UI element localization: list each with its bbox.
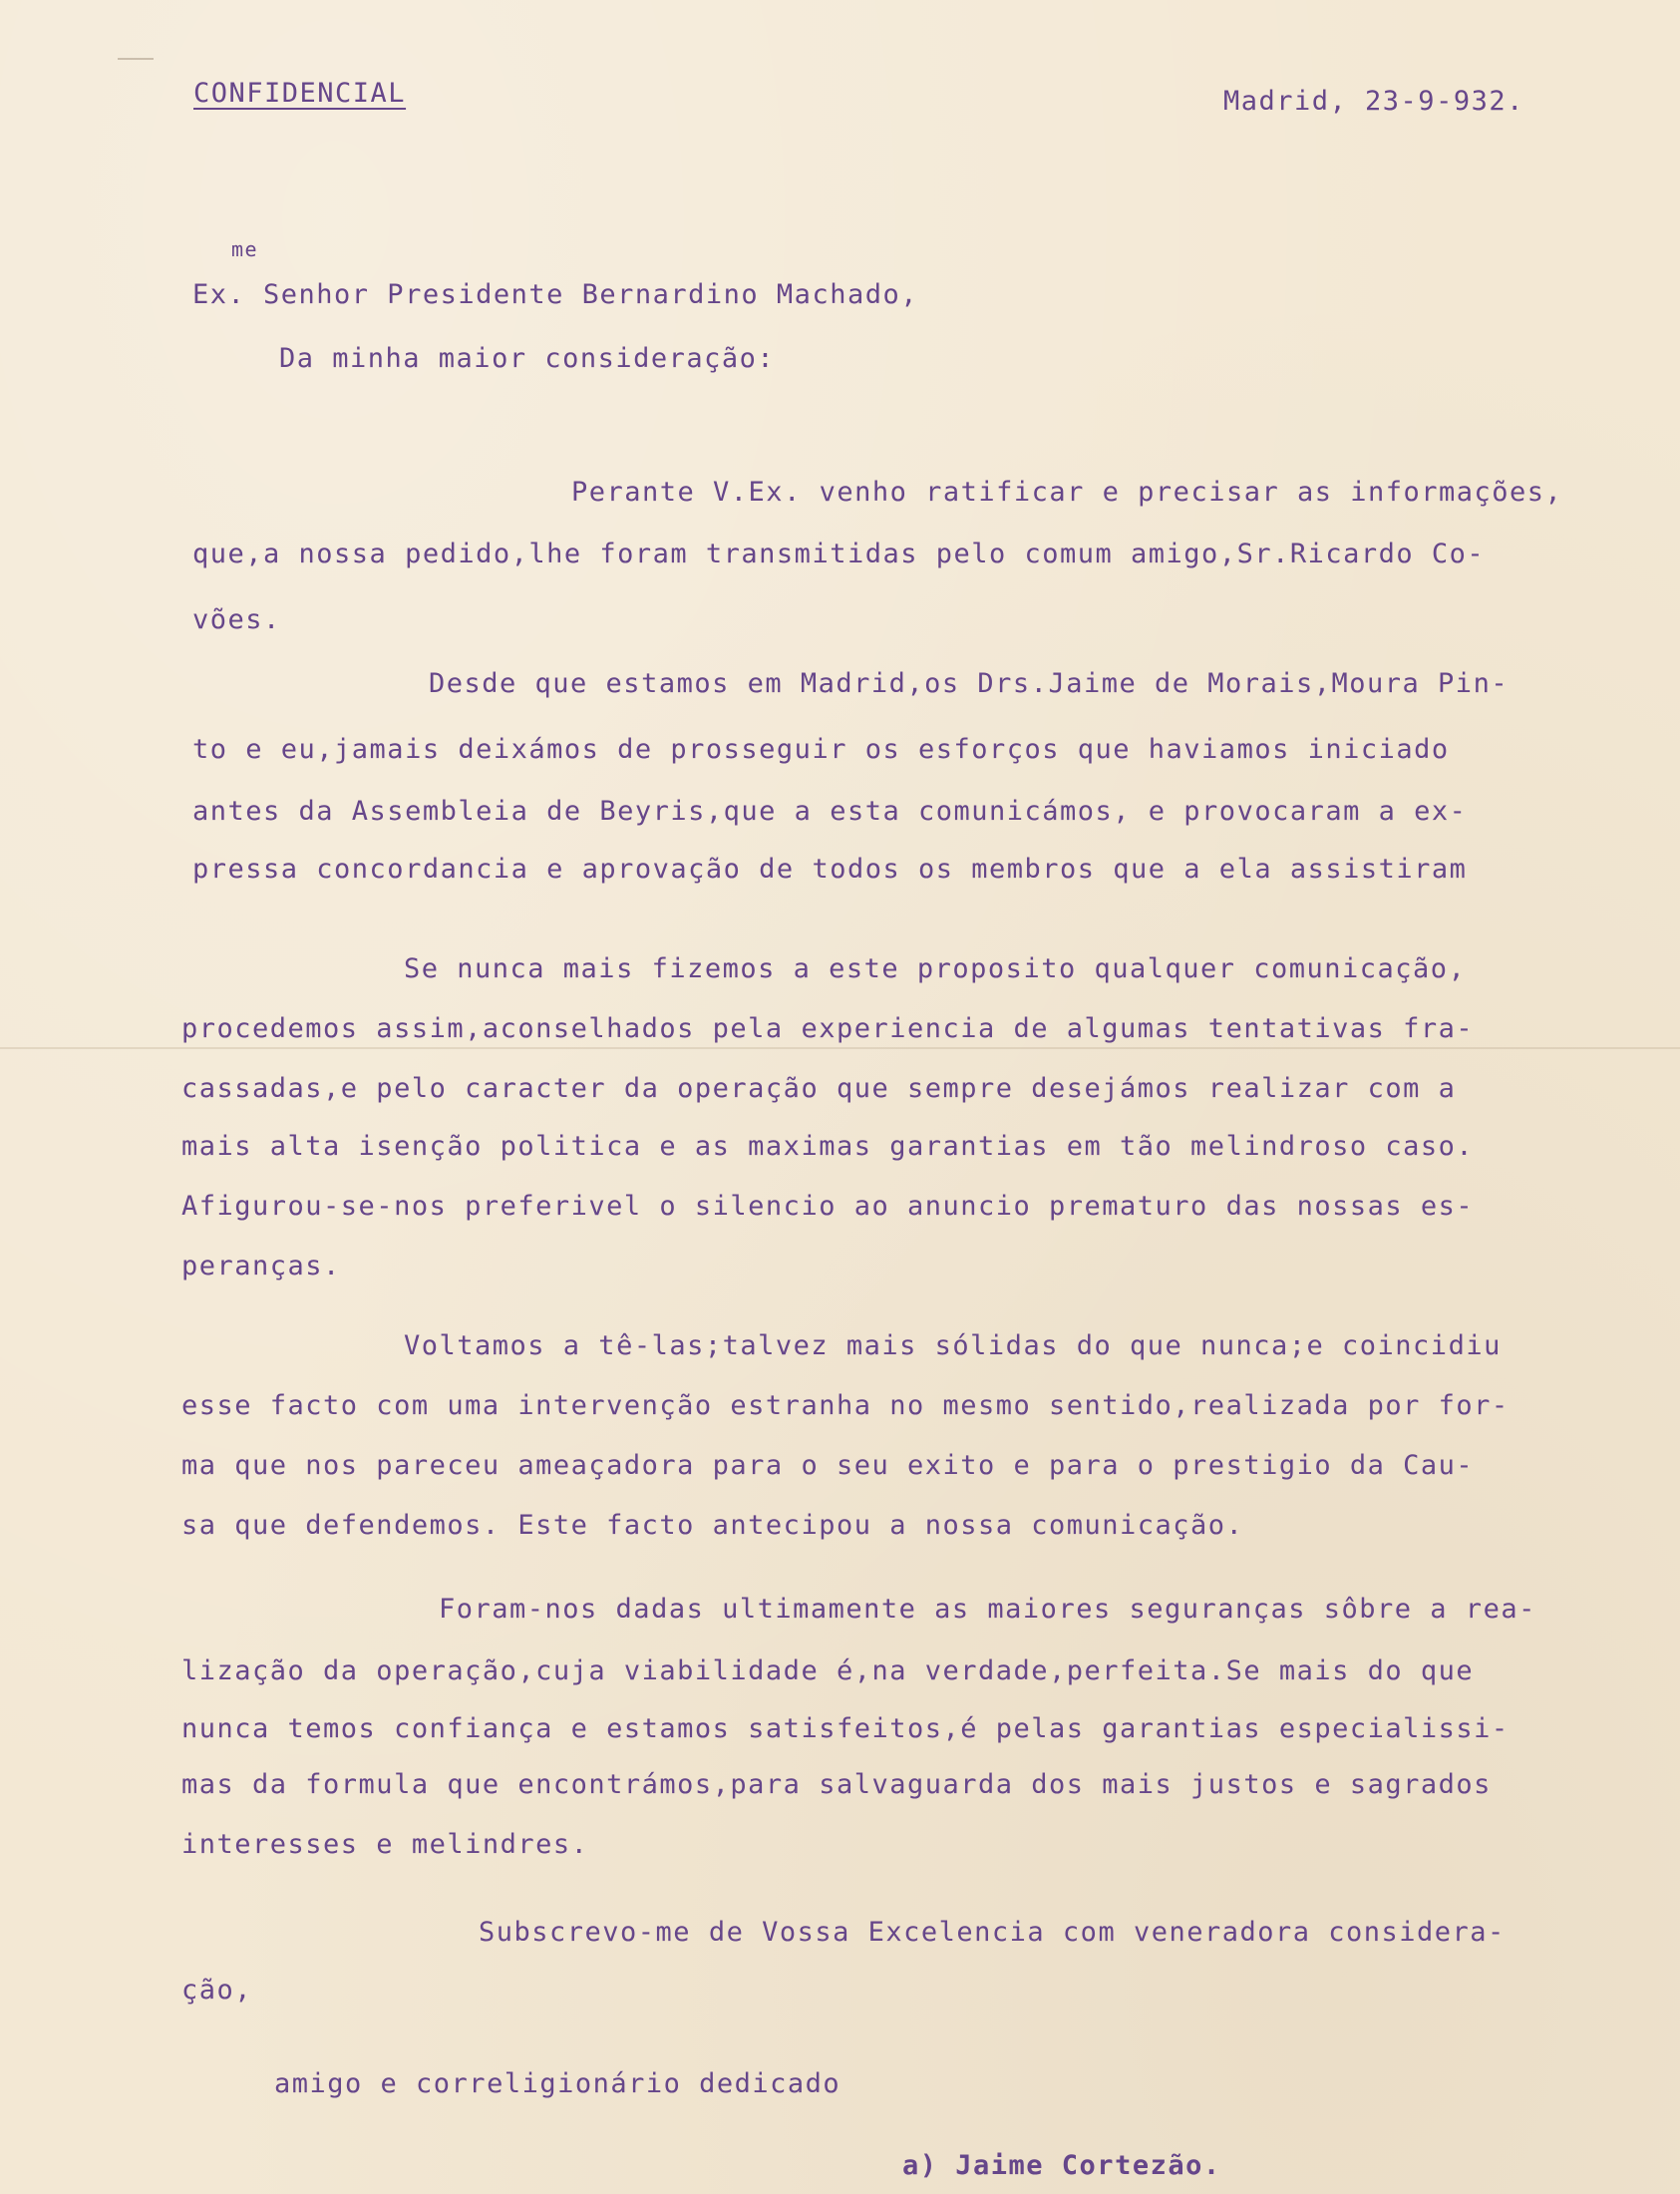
- paragraph-3-line-6: peranças.: [181, 1251, 341, 1281]
- signoff: amigo e correligionário dedicado: [274, 2068, 841, 2099]
- salutation-superscript: me: [231, 237, 259, 261]
- place-date: Madrid, 23-9-932.: [1223, 86, 1524, 117]
- paragraph-2-line-4: pressa concordancia e aprovação de todos os membros que a ela assistiram: [192, 854, 1468, 885]
- paragraph-5-line-2: lização da operação,cuja viabilidade é,na verdade,perfeita.Se mais do que: [181, 1655, 1475, 1686]
- paragraph-3-line-4: mais alta isenção politica e as maximas garantias em tão melindroso caso.: [181, 1131, 1475, 1162]
- paragraph-4-line-2: esse facto com uma intervenção estranha no mesmo sentido,realizada por for-: [181, 1390, 1510, 1421]
- paragraph-1-line-1: Perante V.Ex. venho ratificar e precisar as informações,: [571, 477, 1563, 508]
- paragraph-1-line-2: que,a nossa pedido,lhe foram transmitidas pelo comum amigo,Sr.Ricardo Co-: [192, 539, 1486, 569]
- paragraph-3-line-1: Se nunca mais fizemos a este proposito qualquer comunicação,: [404, 953, 1467, 984]
- paragraph-5-line-4: mas da formula que encontrámos,para salvaguarda dos mais justos e sagrados: [181, 1769, 1492, 1800]
- paragraph-2-line-2: to e eu,jamais deixámos de prosseguir os esforços que haviamos iniciado: [192, 734, 1450, 765]
- paragraph-1-line-3: vões.: [192, 604, 281, 635]
- greeting: Da minha maior consideração:: [279, 343, 776, 374]
- paragraph-5-line-3: nunca temos confiança e estamos satisfeitos,é pelas garantias especialissi-: [181, 1713, 1510, 1744]
- paragraph-5-line-5: interesses e melindres.: [181, 1829, 589, 1860]
- paper-fold-line: [0, 1047, 1680, 1049]
- paragraph-4-line-4: sa que defendemos. Este facto antecipou a nossa comunicação.: [181, 1510, 1244, 1541]
- paragraph-5-line-1: Foram-nos dadas ultimamente as maiores seguranças sôbre a rea-: [439, 1594, 1536, 1625]
- confidential-heading: CONFIDENCIAL: [193, 78, 407, 109]
- paragraph-4-line-3: ma que nos pareceu ameaçadora para o seu exito e para o prestigio da Cau-: [181, 1450, 1475, 1481]
- salutation: Ex. Senhor Presidente Bernardino Machado,: [192, 279, 918, 310]
- closing-line-2: ção,: [181, 1975, 253, 2006]
- paragraph-3-line-5: Afigurou-se-nos preferivel o silencio ao anuncio prematuro das nossas es-: [181, 1191, 1475, 1222]
- paragraph-4-line-1: Voltamos a tê-las;talvez mais sólidas do que nunca;e coincidiu: [404, 1330, 1502, 1361]
- paragraph-3-line-3: cassadas,e pelo caracter da operação que sempre desejámos realizar com a: [181, 1073, 1457, 1104]
- signature: a) Jaime Cortezão.: [902, 2150, 1221, 2181]
- paragraph-2-line-1: Desde que estamos em Madrid,os Drs.Jaime de Morais,Moura Pin-: [429, 668, 1510, 699]
- closing-line-1: Subscrevo-me de Vossa Excelencia com veneradora considera-: [479, 1917, 1506, 1948]
- paragraph-3-line-2: procedemos assim,aconselhados pela experiencia de algumas tentativas fra-: [181, 1013, 1475, 1044]
- paragraph-2-line-3: antes da Assembleia de Beyris,que a esta comunicámos, e provocaram a ex-: [192, 796, 1468, 827]
- paper-edge-mark: [118, 58, 154, 60]
